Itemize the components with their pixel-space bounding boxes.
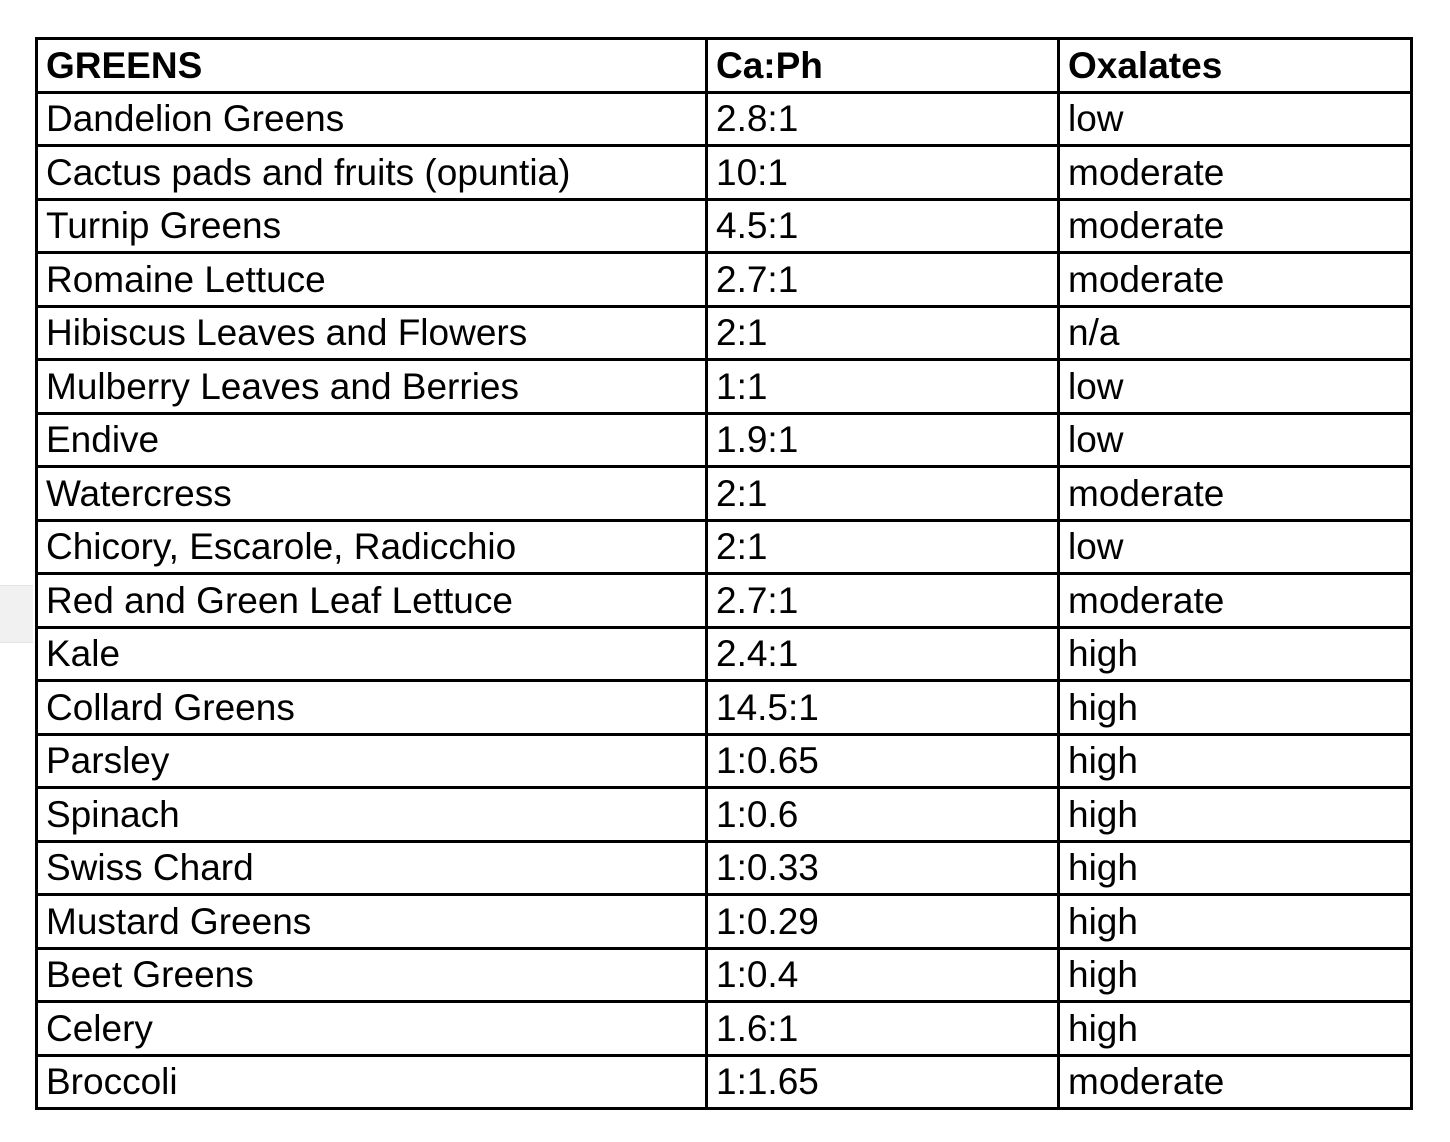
ca-ph-ratio-cell: 2:1 bbox=[707, 520, 1059, 574]
green-name-cell: Mulberry Leaves and Berries bbox=[37, 360, 707, 414]
ca-ph-ratio-cell: 2:1 bbox=[707, 306, 1059, 360]
ca-ph-ratio-cell: 2.7:1 bbox=[707, 253, 1059, 307]
oxalates-cell: moderate bbox=[1059, 1055, 1412, 1109]
ca-ph-ratio-cell: 2.4:1 bbox=[707, 627, 1059, 681]
ca-ph-ratio-cell: 2.7:1 bbox=[707, 574, 1059, 628]
table-row bbox=[37, 895, 1412, 949]
oxalates-cell: high bbox=[1059, 788, 1412, 842]
green-name-cell: Celery bbox=[37, 1002, 707, 1056]
ca-ph-ratio-cell: 1.9:1 bbox=[707, 413, 1059, 467]
oxalates-cell: n/a bbox=[1059, 306, 1412, 360]
oxalates-cell: high bbox=[1059, 681, 1412, 735]
table-row bbox=[37, 734, 1412, 788]
green-name-cell: Broccoli bbox=[37, 1055, 707, 1109]
oxalates-cell: low bbox=[1059, 520, 1412, 574]
table-row bbox=[37, 1002, 1412, 1056]
table-row bbox=[37, 360, 1412, 414]
ca-ph-ratio-cell: 2.8:1 bbox=[707, 92, 1059, 146]
oxalates-cell: moderate bbox=[1059, 574, 1412, 628]
table-row bbox=[37, 574, 1412, 628]
green-name-cell: Romaine Lettuce bbox=[37, 253, 707, 307]
side-edge-tab[interactable] bbox=[0, 585, 33, 643]
table-row bbox=[37, 306, 1412, 360]
oxalates-cell: high bbox=[1059, 734, 1412, 788]
table-row bbox=[37, 627, 1412, 681]
green-name-cell: Chicory, Escarole, Radicchio bbox=[37, 520, 707, 574]
ca-ph-ratio-cell: 1:1 bbox=[707, 360, 1059, 414]
oxalates-cell: low bbox=[1059, 92, 1412, 146]
table-row bbox=[37, 253, 1412, 307]
green-name-cell: Dandelion Greens bbox=[37, 92, 707, 146]
green-name-cell: Red and Green Leaf Lettuce bbox=[37, 574, 707, 628]
green-name-cell: Kale bbox=[37, 627, 707, 681]
greens-table bbox=[35, 37, 1413, 1110]
green-name-cell: Watercress bbox=[37, 467, 707, 521]
ca-ph-ratio-cell: 1:0.65 bbox=[707, 734, 1059, 788]
table-row bbox=[37, 788, 1412, 842]
table-header-row bbox=[37, 39, 1412, 93]
ca-ph-ratio-cell: 2:1 bbox=[707, 467, 1059, 521]
ca-ph-ratio-cell: 14.5:1 bbox=[707, 681, 1059, 735]
green-name-cell: Swiss Chard bbox=[37, 841, 707, 895]
ca-ph-ratio-cell: 1:0.4 bbox=[707, 948, 1059, 1002]
table-row bbox=[37, 92, 1412, 146]
ca-ph-ratio-cell: 1:0.33 bbox=[707, 841, 1059, 895]
ca-ph-ratio-cell: 4.5:1 bbox=[707, 199, 1059, 253]
oxalates-cell: moderate bbox=[1059, 199, 1412, 253]
ca-ph-ratio-cell: 1.6:1 bbox=[707, 1002, 1059, 1056]
green-name-cell: Mustard Greens bbox=[37, 895, 707, 949]
ca-ph-ratio-cell: 1:0.6 bbox=[707, 788, 1059, 842]
header-greens: GREENS bbox=[37, 39, 707, 93]
table-row bbox=[37, 948, 1412, 1002]
table-row bbox=[37, 413, 1412, 467]
table-row bbox=[37, 520, 1412, 574]
oxalates-cell: low bbox=[1059, 360, 1412, 414]
ca-ph-ratio-cell: 10:1 bbox=[707, 146, 1059, 200]
oxalates-cell: high bbox=[1059, 948, 1412, 1002]
oxalates-cell: moderate bbox=[1059, 253, 1412, 307]
green-name-cell: Collard Greens bbox=[37, 681, 707, 735]
oxalates-cell: moderate bbox=[1059, 467, 1412, 521]
table-row bbox=[37, 841, 1412, 895]
oxalates-cell: moderate bbox=[1059, 146, 1412, 200]
table-row bbox=[37, 467, 1412, 521]
table-row bbox=[37, 199, 1412, 253]
oxalates-cell: high bbox=[1059, 627, 1412, 681]
green-name-cell: Turnip Greens bbox=[37, 199, 707, 253]
ca-ph-ratio-cell: 1:1.65 bbox=[707, 1055, 1059, 1109]
oxalates-cell: low bbox=[1059, 413, 1412, 467]
green-name-cell: Spinach bbox=[37, 788, 707, 842]
ca-ph-ratio-cell: 1:0.29 bbox=[707, 895, 1059, 949]
green-name-cell: Endive bbox=[37, 413, 707, 467]
oxalates-cell: high bbox=[1059, 895, 1412, 949]
table-body bbox=[37, 92, 1412, 1109]
green-name-cell: Cactus pads and fruits (opuntia) bbox=[37, 146, 707, 200]
header-ca-ph: Ca:Ph bbox=[707, 39, 1059, 93]
header-oxalates: Oxalates bbox=[1059, 39, 1412, 93]
table-row bbox=[37, 146, 1412, 200]
green-name-cell: Hibiscus Leaves and Flowers bbox=[37, 306, 707, 360]
green-name-cell: Beet Greens bbox=[37, 948, 707, 1002]
oxalates-cell: high bbox=[1059, 841, 1412, 895]
oxalates-cell: high bbox=[1059, 1002, 1412, 1056]
green-name-cell: Parsley bbox=[37, 734, 707, 788]
table-row bbox=[37, 1055, 1412, 1109]
table-row bbox=[37, 681, 1412, 735]
